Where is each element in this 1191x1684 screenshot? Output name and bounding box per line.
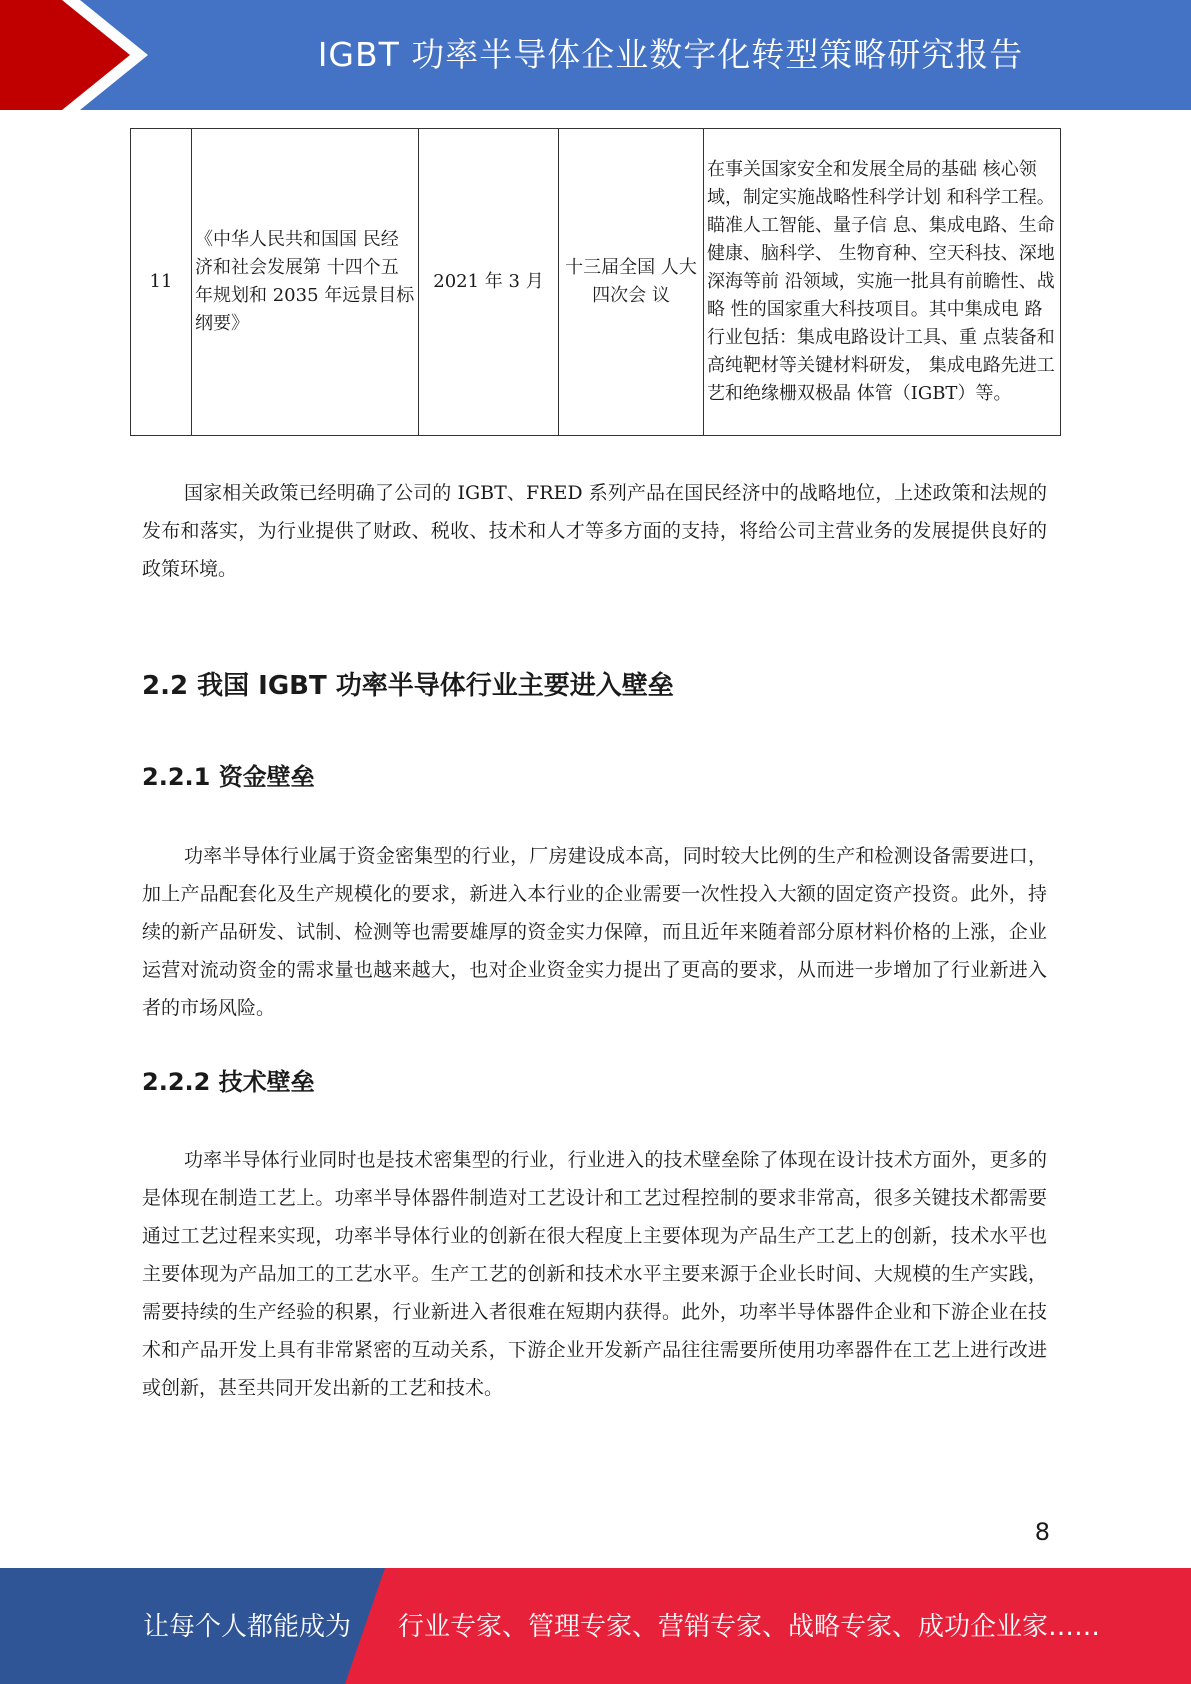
section-2-2-1-heading: 2.2.1 资金壁垒 [142, 763, 315, 791]
policy-name: 《中华人民共和国国 民经济和社会发展第 十四个五年规划和 2035 年远景目标纲要》 [192, 129, 419, 436]
capital-barrier-paragraph: 功率半导体行业属于资金密集型的行业，厂房建设成本高，同时较大比例的生产和检测设备需要进口，加上产品配套化及生产规模化的要求，新进入本行业的企业需要一次性投入大额的固定资产投资。此外，持续的新产品研发、试制、检测等也需要雄厚的资金实力保障，而且近年来随着部分原材料价格的上涨，企业运营对流动资金的需求量也越来越大，也对企业资金实力提出了更高的要求，从而进一步增加了行业新进入者的市场风险。 [142, 845, 1047, 1019]
footer-slogan-left: 让每个人都能成为 [143, 1612, 352, 1642]
issuing-body: 十三届全国 人大四次会 议 [559, 129, 704, 436]
policy-summary-paragraph: 国家相关政策已经明确了公司的 IGBT、FRED 系列产品在国民经济中的战略地位，上述政策和法规的发布和落实，为行业提供了财政、税收、技术和人才等多方面的支持，将给公司主营业务的发展提供良好的政策环境。 [142, 482, 1047, 580]
policy-description: 在事关国家安全和发展全局的基础 核心领域，制定实施战略性科学计划 和科学工程。瞄准人工智能、量子信 息、集成电路、生命健康、脑科学、 生物育种、空天科技、深地深海等前 沿领域，实施一批具有前瞻性、战略 性的国家重大科技项目。其中集成电 路行业包括：集成电路设计工具、重 点装备和高纯靶材等关键材料研发， 集成电路先进工艺和绝缘栅双极晶 体管（IGBT）等。 [704, 129, 1061, 436]
table-row [131, 129, 1061, 436]
section-2-2-heading: 2.2 我国 IGBT 功率半导体行业主要进入壁垒 [142, 671, 674, 701]
row-number: 11 [131, 129, 192, 436]
technology-barrier-paragraph: 功率半导体行业同时也是技术密集型的行业，行业进入的技术壁垒除了体现在设计技术方面外，更多的是体现在制造工艺上。功率半导体器件制造对工艺设计和工艺过程控制的要求非常高，很多关键技术都需要通过工艺过程来实现，功率半导体行业的创新在很大程度上主要体现为产品生产工艺上的创新，技术水平也主要体现为产品加工的工艺水平。生产工艺的创新和技术水平主要来源于企业长时间、大规模的生产实践，需要持续的生产经验的积累，行业新进入者很难在短期内获得。此外，功率半导体器件企业和下游企业在技术和产品开发上具有非常紧密的互动关系，下游企业开发新产品往往需要所使用功率器件在工艺上进行改进或创新，甚至共同开发出新的工艺和技术。 [142, 1149, 1047, 1399]
page-header [0, 0, 1191, 110]
section-2-2-2-heading: 2.2.2 技术壁垒 [142, 1068, 315, 1096]
page-number: 8 [1034, 1518, 1050, 1546]
header-title: IGBT 功率半导体企业数字化转型策略研究报告 [317, 35, 1024, 74]
footer-slogan-right: 行业专家、管理专家、营销专家、战略专家、成功企业家…… [398, 1612, 1101, 1642]
page-footer [0, 1568, 1191, 1684]
policy-date: 2021 年 3 月 [419, 129, 559, 436]
policy-table [130, 128, 1061, 436]
